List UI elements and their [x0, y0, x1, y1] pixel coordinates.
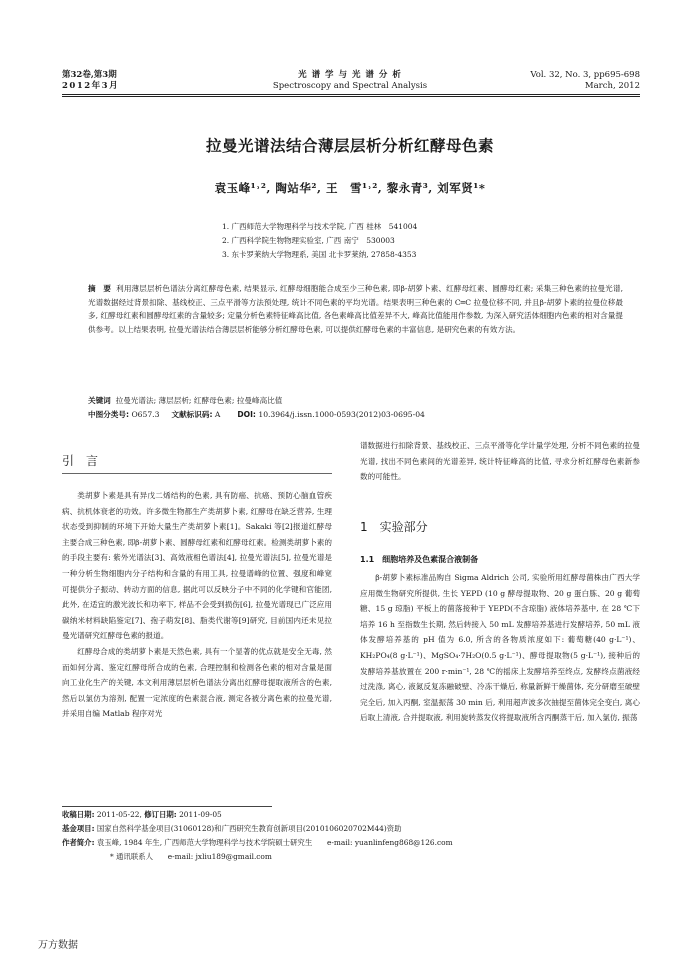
author-list: 袁玉峰¹˒², 陶站华², 王 雪¹˒², 黎永青³, 刘军贤¹* [214, 181, 486, 195]
intro-heading-rule [62, 473, 332, 474]
affiliation-2: 2. 广西科学院生物物理实验室, 广西 南宁 530003 [222, 236, 395, 245]
fund-label: 基金项目: [62, 824, 95, 833]
author-bio-label: 作者简介: [62, 838, 95, 847]
intro-paragraph-2: 红酵母合成的类胡萝卜素是天然色素, 具有一个显著的优点就是安全无毒, 然而如何分离、鉴定红酵母所合成的色素, 合理控制和检测各色素的相对含量是面向工业化生产的关键, 本文利用薄层层析色谱法分离出红酵母提取液所含的色素, 然后以氯仿为溶剂, 配置一定浓度的色素混合液, 测定各被分离色素的拉曼光谱, 并采用自编 Matlab 程序对光 [62, 646, 332, 719]
keywords-text: 拉曼光谱法; 薄层层析; 红酵母色素; 拉曼峰高比值 [115, 396, 283, 405]
clc-label: 中图分类号: [88, 410, 130, 419]
publication-date-text: 2012年3月 [62, 81, 120, 91]
revised-label: 修订日期: [144, 810, 177, 819]
doc-code-label: 文献标识码: [171, 410, 213, 419]
affiliation-1: 1. 广西师范大学物理科学与技术学院, 广西 桂林 541004 [222, 222, 418, 231]
abstract [88, 282, 623, 336]
vol-pages-text: Vol. 32, No. 3, pp695-698 [530, 70, 640, 80]
journal-name-cn: 光 谱 学 与 光 谱 分 析 [298, 70, 402, 80]
header-rule-thin [62, 96, 640, 97]
revised-date: 2011-09-05 [179, 810, 222, 819]
footnote-rule [62, 806, 272, 807]
clc-value: O657.3 [131, 410, 160, 419]
doc-code-value: A [214, 410, 221, 419]
header-rule [62, 94, 640, 95]
subsection-1-1-heading: 1.1 细胞培养及色素混合液制备 [360, 555, 479, 564]
author-bio-text: 袁玉峰, 1984 年生, 广西师范大学物理科学与技术学院硕士研究生 e-mail: yuanlinfeng868@126.com [96, 838, 453, 847]
doi-label: DOI: [237, 410, 256, 419]
section-1-heading: 1 实验部分 [360, 520, 428, 534]
affiliation-3: 3. 东卡罗莱纳大学物理系, 美国 北卡罗莱纳, 27858-4353 [222, 250, 417, 259]
received-label: 收稿日期: [62, 810, 95, 819]
footnote-corresponding: * 通讯联系人 e-mail: jxliu189@gmail.com [110, 852, 272, 861]
volume-issue-text: 第32卷,第3期 [62, 70, 117, 80]
keywords-label: 关键词 [88, 396, 111, 405]
abstract-label: 摘 要 [88, 284, 112, 293]
intro-heading: 引 言 [62, 454, 99, 468]
right-column-cont: 谱数据进行扣除背景、基线校正、三点平滑等化学计量学处理, 分析不同色素的拉曼光谱, 找出不同色素间的光谱差异, 统计特征峰高的比值, 寻求分析红酵母色素新参数的可能性。 [360, 441, 640, 482]
doi-value: 10.3964/j.issn.1000-0593(2012)03-0695-04 [258, 410, 425, 419]
abstract-text: 利用薄层层析色谱法分离红酵母色素, 结果显示, 红酵母细胞能合成至少三种色素, 即β-胡萝卜素、红酵母红素、圆酵母红素; 采集三种色素的拉曼光谱, 光谱数据经过背景扣除、基线校正、三点平滑等方法预处理, 统计不同色素的平均光谱。结果表明三种色素的 C═C 拉曼位移不同, 并且β-胡萝卜素的拉曼位移最多, 红酵母红素和圆酵母红素的含量较多; 定量分析色素特征峰高比值, 各色素峰高比值差异不大, 峰高比值能用作参数, 为深入研究活体细胞内色素的相对含量提供参考。以上结果表明, 拉曼光谱法结合薄层层析能够分析红酵母色素, 可以提供红酵母色素的丰富信息, 是研究色素的有效方法。 [88, 284, 623, 334]
keywords-line [88, 394, 282, 407]
fund-text: 国家自然科学基金项目(31060128)和广西研究生教育创新项目(2010106020702M44)资助 [96, 824, 402, 833]
footnote-author [62, 836, 453, 850]
intro-body [62, 488, 332, 722]
intro-paragraph-1: 类胡萝卜素是具有异戊二烯结构的色素, 具有防癌、抗癌、预防心脑血管疾病、抗机体衰老的功效。许多微生物都生产类胡萝卜素, 红酵母在缺乏营养, 生理状态受到抑制的环境下开始大量生产类胡萝卜素[1]。Sakaki 等[2]报道红酵母主要合成三种色素, 即β-胡萝卜素、圆酵母红素和红酵母红素。检测类胡萝卜素的的手段主要有: 紫外光谱法[3]、高效液相色谱法[4], 拉曼光谱法[5], 拉曼光谱是一种分析生物细胞内分子结构和含量的有用工具, 拉曼谱峰的位置、强度和峰宽可提供分子振动、转动方面的信息, 据此可以反映分子中不同的化学键和官能团, 此外, 在适宜的激光波长和功率下, 样品不会受到损伤[6], 拉曼光谱现已广泛应用碳纳米材料缺陷鉴定[7]、孢子萌发[8]、脂类代谢等[9]研究, 目前国内还未见拉曼光谱研究红酵母色素的报道。 [62, 491, 332, 641]
paper-title: 拉曼光谱法结合薄层层析分析红酵母色素 [205, 137, 494, 155]
watermark-brand: 万方数据 [38, 940, 78, 951]
footnote-fund [62, 822, 402, 836]
footnote-dates [62, 808, 222, 822]
received-date: 2011-05-22, [96, 810, 142, 819]
classification-line [88, 408, 425, 421]
month-year-text: March, 2012 [584, 81, 640, 91]
journal-name [220, 70, 480, 92]
journal-name-en: Spectroscopy and Spectral Analysis [272, 81, 428, 91]
journal-volume-issue [62, 70, 119, 92]
subsection-1-1-body: β-胡萝卜素标准品购自 Sigma Aldrich 公司, 实验所用红酵母菌株由广西大学应用微生物研究所提供, 生长 YEPD (10 g 酵母提取物、20 g 蛋白胨、20 g 葡萄糖、15 g 琼脂) 平板上的菌落接种于 YEPD(不含琼脂) 液体培养基中, 在 28 ℃下培养 16 h 至指数生长期, 然后转接入 50 mL 发酵培养基进行发酵培养, 50 mL 液体发酵培养基的 pH 值为 6.0, 所含的各物质浓度如下: 葡萄糖(40 g·L⁻¹)、KH₂PO₄(8 g·L⁻¹)、MgSO₄·7H₂O(0.5 g·L⁻¹)、酵母提取物(5 g·L⁻¹), 接种后的发酵培养基放置在 200 r·min⁻¹, 28 ℃的摇床上发酵培养至终点, 发酵终点菌液经过洗涤, 离心, 液氮反复冻融破壁、冷冻干燥后, 称量新鲜干燥菌体, 充分研磨至破壁完全后, 加入丙酮, 室温振荡 30 min 后, 利用超声波多次抽提至菌体完全变白, 离心后取上清液, 合并提取液, 利用旋转蒸发仪将提取液所含丙酮蒸干后, 加入氯仿, 振荡 [360, 573, 640, 723]
journal-citation [530, 70, 640, 92]
